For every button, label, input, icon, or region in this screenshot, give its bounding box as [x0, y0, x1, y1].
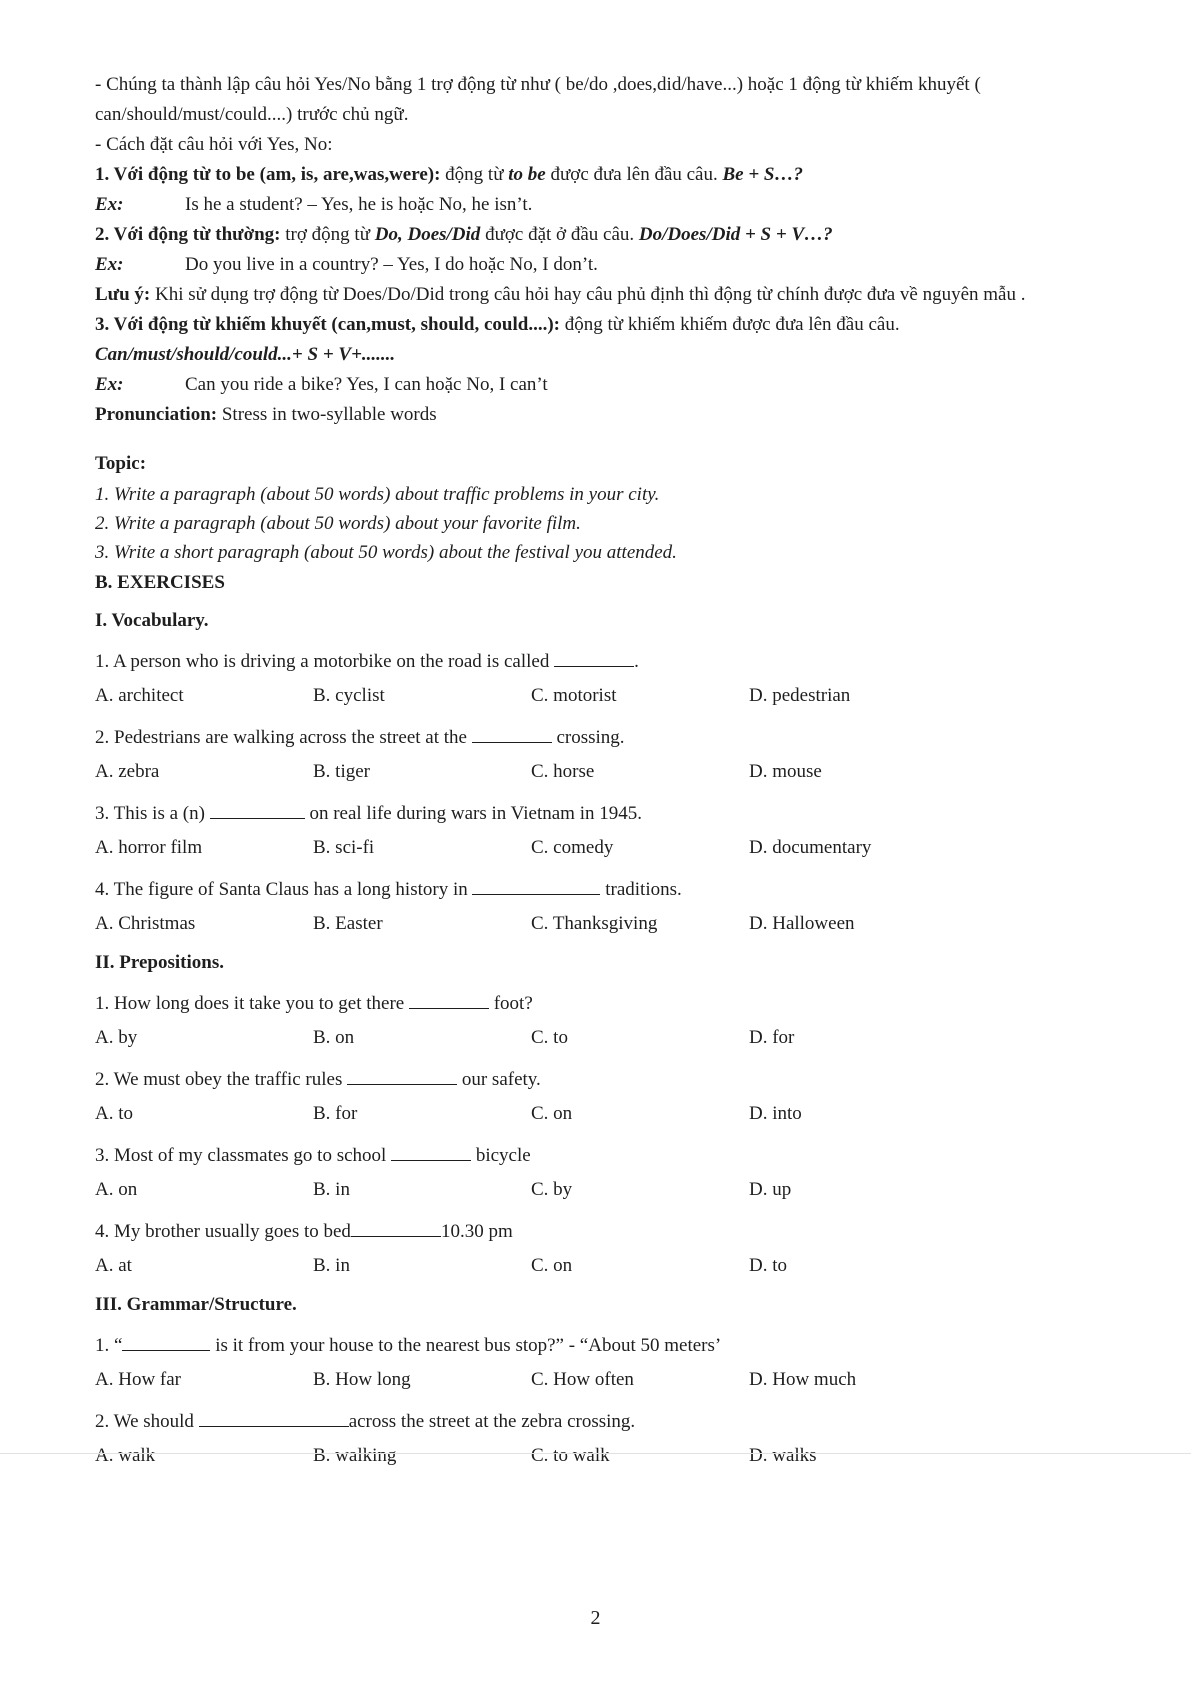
answer-blank — [554, 648, 634, 667]
pronunciation-line — [95, 400, 1145, 430]
answer-blank — [122, 1332, 210, 1351]
option-d: D. How much — [749, 1369, 857, 1390]
option-d: D. into — [749, 1103, 802, 1124]
option-b: B. on — [313, 1027, 355, 1048]
option-a: A. by — [95, 1027, 138, 1048]
rule-modal-verb-text: động từ khiếm khiếm được đưa lên đầu câu. — [560, 314, 900, 335]
question-text — [95, 797, 1145, 831]
option-a: A. horror film — [95, 837, 203, 858]
note-text: Khi sử dụng trợ động từ Does/Do/Did trong câu hỏi hay câu phủ định thì động từ chính được đưa về nguyên mẫu . — [150, 284, 1026, 305]
question-suffix: foot? — [488, 993, 533, 1014]
answer-options — [95, 907, 1145, 941]
option-b: B. Easter — [313, 913, 383, 934]
answer-options — [95, 1249, 1145, 1283]
question-prefix: 4. My brother usually goes to bed — [95, 1221, 351, 1242]
example-label: Ex: — [95, 374, 124, 395]
example-ordinary-verb-text: Do you live in a country? – Yes, I do hoặc No, I don’t. — [185, 254, 598, 275]
rule-ordinary-verb-title: 2. Với động từ thường: — [95, 224, 281, 245]
document-content — [95, 70, 1145, 1479]
question-text — [95, 645, 1145, 679]
option-b: B. cyclist — [313, 685, 385, 706]
question-prefix: 1. How long does it take you to get there — [95, 993, 409, 1014]
option-b: B. tiger — [313, 761, 370, 782]
rule-to-be-keyword: to be — [508, 164, 546, 185]
question-suffix: across the street at the zebra crossing. — [348, 1411, 636, 1432]
answer-options — [95, 1173, 1145, 1207]
option-d: D. documentary — [749, 837, 872, 858]
option-d: D. up — [749, 1179, 792, 1200]
example-modal-verb — [95, 370, 1145, 400]
question-suffix: 10.30 pm — [440, 1221, 513, 1242]
rule-modal-verb-formula-line — [95, 340, 1145, 370]
option-d: D. pedestrian — [749, 685, 851, 706]
grammar-how-to-line: - Cách đặt câu hỏi với Yes, No: — [95, 134, 333, 155]
note-label: Lưu ý: — [95, 284, 151, 305]
rule-to-be-title: 1. Với động từ to be (am, is, are,was,were): — [95, 164, 441, 185]
question-text — [95, 873, 1145, 907]
question-suffix: on real life during wars in Vietnam in 1945. — [304, 803, 642, 824]
option-a: A. walk — [95, 1445, 156, 1466]
option-c: C. motorist — [531, 685, 617, 706]
option-b: B. for — [313, 1103, 358, 1124]
rule-ordinary-verb-formula: Do/Does/Did + S + V…? — [638, 224, 833, 245]
answer-blank — [472, 724, 552, 743]
question-prefix: 3. This is a (n) — [95, 803, 210, 824]
option-d: D. for — [749, 1027, 795, 1048]
rule-to-be — [95, 160, 1145, 190]
option-b: B. in — [313, 1179, 350, 1200]
option-b: B. How long — [313, 1369, 411, 1390]
option-c: C. to walk — [531, 1445, 610, 1466]
answer-options — [95, 1021, 1145, 1055]
option-c: C. horse — [531, 761, 595, 782]
question-text — [95, 1139, 1145, 1173]
question-prefix: 1. A person who is driving a motorbike on the road is called — [95, 651, 555, 672]
example-label: Ex: — [95, 254, 124, 275]
question-suffix: traditions. — [600, 879, 682, 900]
exercise-sections — [95, 605, 1145, 1473]
question-prefix: 4. The figure of Santa Claus has a long history in — [95, 879, 473, 900]
question-prefix: 2. Pedestrians are walking across the street at the — [95, 727, 472, 748]
rule-modal-verb-title: 3. Với động từ khiếm khuyết (can,must, should, could....): — [95, 314, 560, 335]
answer-options — [95, 1363, 1145, 1397]
topic-heading: Topic: — [95, 453, 147, 474]
question-prefix: 3. Most of my classmates go to school — [95, 1145, 392, 1166]
answer-options — [95, 1439, 1145, 1473]
option-a: A. How far — [95, 1369, 182, 1390]
rule-ordinary-verb — [95, 220, 1145, 250]
option-a: A. architect — [95, 685, 184, 706]
answer-options — [95, 755, 1145, 789]
pronunciation-text: Stress in two-syllable words — [217, 404, 437, 425]
rule-ordinary-verb-text2: được đặt ở đầu câu. — [480, 224, 639, 245]
topic-list — [95, 480, 1145, 567]
answer-options — [95, 1097, 1145, 1131]
question-prefix: 2. We must obey the traffic rules — [95, 1069, 348, 1090]
note-paragraph — [95, 280, 1145, 310]
option-c: C. on — [531, 1103, 573, 1124]
rule-to-be-text: động từ — [440, 164, 509, 185]
option-b: B. in — [313, 1255, 350, 1276]
option-a: A. to — [95, 1103, 133, 1124]
page-number: 2 — [590, 1607, 601, 1629]
question-suffix: . — [634, 651, 639, 672]
option-b: B. walking — [313, 1445, 397, 1466]
question-prefix: 1. “ — [95, 1335, 123, 1356]
question-suffix: bicycle — [471, 1145, 531, 1166]
option-c: C. comedy — [531, 837, 614, 858]
answer-blank — [351, 1218, 441, 1237]
question-text — [95, 1215, 1145, 1249]
option-a: A. Christmas — [95, 913, 196, 934]
option-c: C. Thanksgiving — [531, 913, 658, 934]
question-text — [95, 721, 1145, 755]
example-to-be — [95, 190, 1145, 220]
question-suffix: crossing. — [551, 727, 625, 748]
rule-ordinary-verb-keyword: Do, Does/Did — [374, 224, 481, 245]
question-suffix: is it from your house to the nearest bus stop?” - “About 50 meters’ — [210, 1335, 722, 1356]
grammar-intro-paragraph: - Chúng ta thành lập câu hỏi Yes/No bằng 1 trợ động từ như ( be/do ,does,did/have...) hoặc 1 động từ khiếm khuyết ( can/should/must/could....) trước chủ ngữ. — [95, 74, 981, 125]
question-text — [95, 987, 1145, 1021]
answer-blank — [409, 990, 489, 1009]
scan-line-divider — [0, 1453, 1191, 1454]
example-label: Ex: — [95, 194, 124, 215]
option-a: A. on — [95, 1179, 138, 1200]
option-c: C. by — [531, 1179, 573, 1200]
question-prefix: 2. We should — [95, 1411, 199, 1432]
question-text — [95, 1063, 1145, 1097]
answer-blank — [347, 1066, 457, 1085]
section-title: I. Vocabulary. — [95, 610, 209, 631]
option-a: A. zebra — [95, 761, 160, 782]
option-d: D. mouse — [749, 761, 822, 782]
question-text — [95, 1405, 1145, 1439]
example-to-be-text: Is he a student? – Yes, he is hoặc No, he isn’t. — [185, 194, 533, 215]
answer-options — [95, 831, 1145, 865]
rule-modal-verb-formula: Can/must/should/could...+ S + V+....... — [95, 344, 396, 365]
pronunciation-label: Pronunciation: — [95, 404, 218, 425]
answer-blank — [210, 800, 305, 819]
topic-item: 1. Write a paragraph (about 50 words) about traffic problems in your city. — [95, 484, 660, 505]
rule-to-be-text2: được đưa lên đầu câu. — [545, 164, 723, 185]
option-b: B. sci-fi — [313, 837, 375, 858]
option-d: D. to — [749, 1255, 787, 1276]
rule-modal-verb — [95, 310, 1145, 340]
topic-item: 3. Write a short paragraph (about 50 words) about the festival you attended. — [95, 542, 677, 563]
rule-to-be-formula: Be + S…? — [722, 164, 803, 185]
option-a: A. at — [95, 1255, 132, 1276]
answer-blank — [472, 876, 600, 895]
topic-item: 2. Write a paragraph (about 50 words) about your favorite film. — [95, 513, 581, 534]
exercises-heading: B. EXERCISES — [95, 572, 225, 593]
option-c: C. on — [531, 1255, 573, 1276]
option-d: D. walks — [749, 1445, 817, 1466]
question-text — [95, 1329, 1145, 1363]
section-title: III. Grammar/Structure. — [95, 1294, 297, 1315]
option-d: D. Halloween — [749, 913, 855, 934]
question-suffix: our safety. — [457, 1069, 541, 1090]
option-c: C. to — [531, 1027, 568, 1048]
example-modal-verb-text: Can you ride a bike? Yes, I can hoặc No, I can’t — [185, 374, 548, 395]
section-title: II. Prepositions. — [95, 952, 224, 973]
answer-options — [95, 679, 1145, 713]
rule-ordinary-verb-text: trợ động từ — [280, 224, 375, 245]
answer-blank — [199, 1408, 349, 1427]
answer-blank — [391, 1142, 471, 1161]
example-ordinary-verb — [95, 250, 1145, 280]
option-c: C. How often — [531, 1369, 634, 1390]
